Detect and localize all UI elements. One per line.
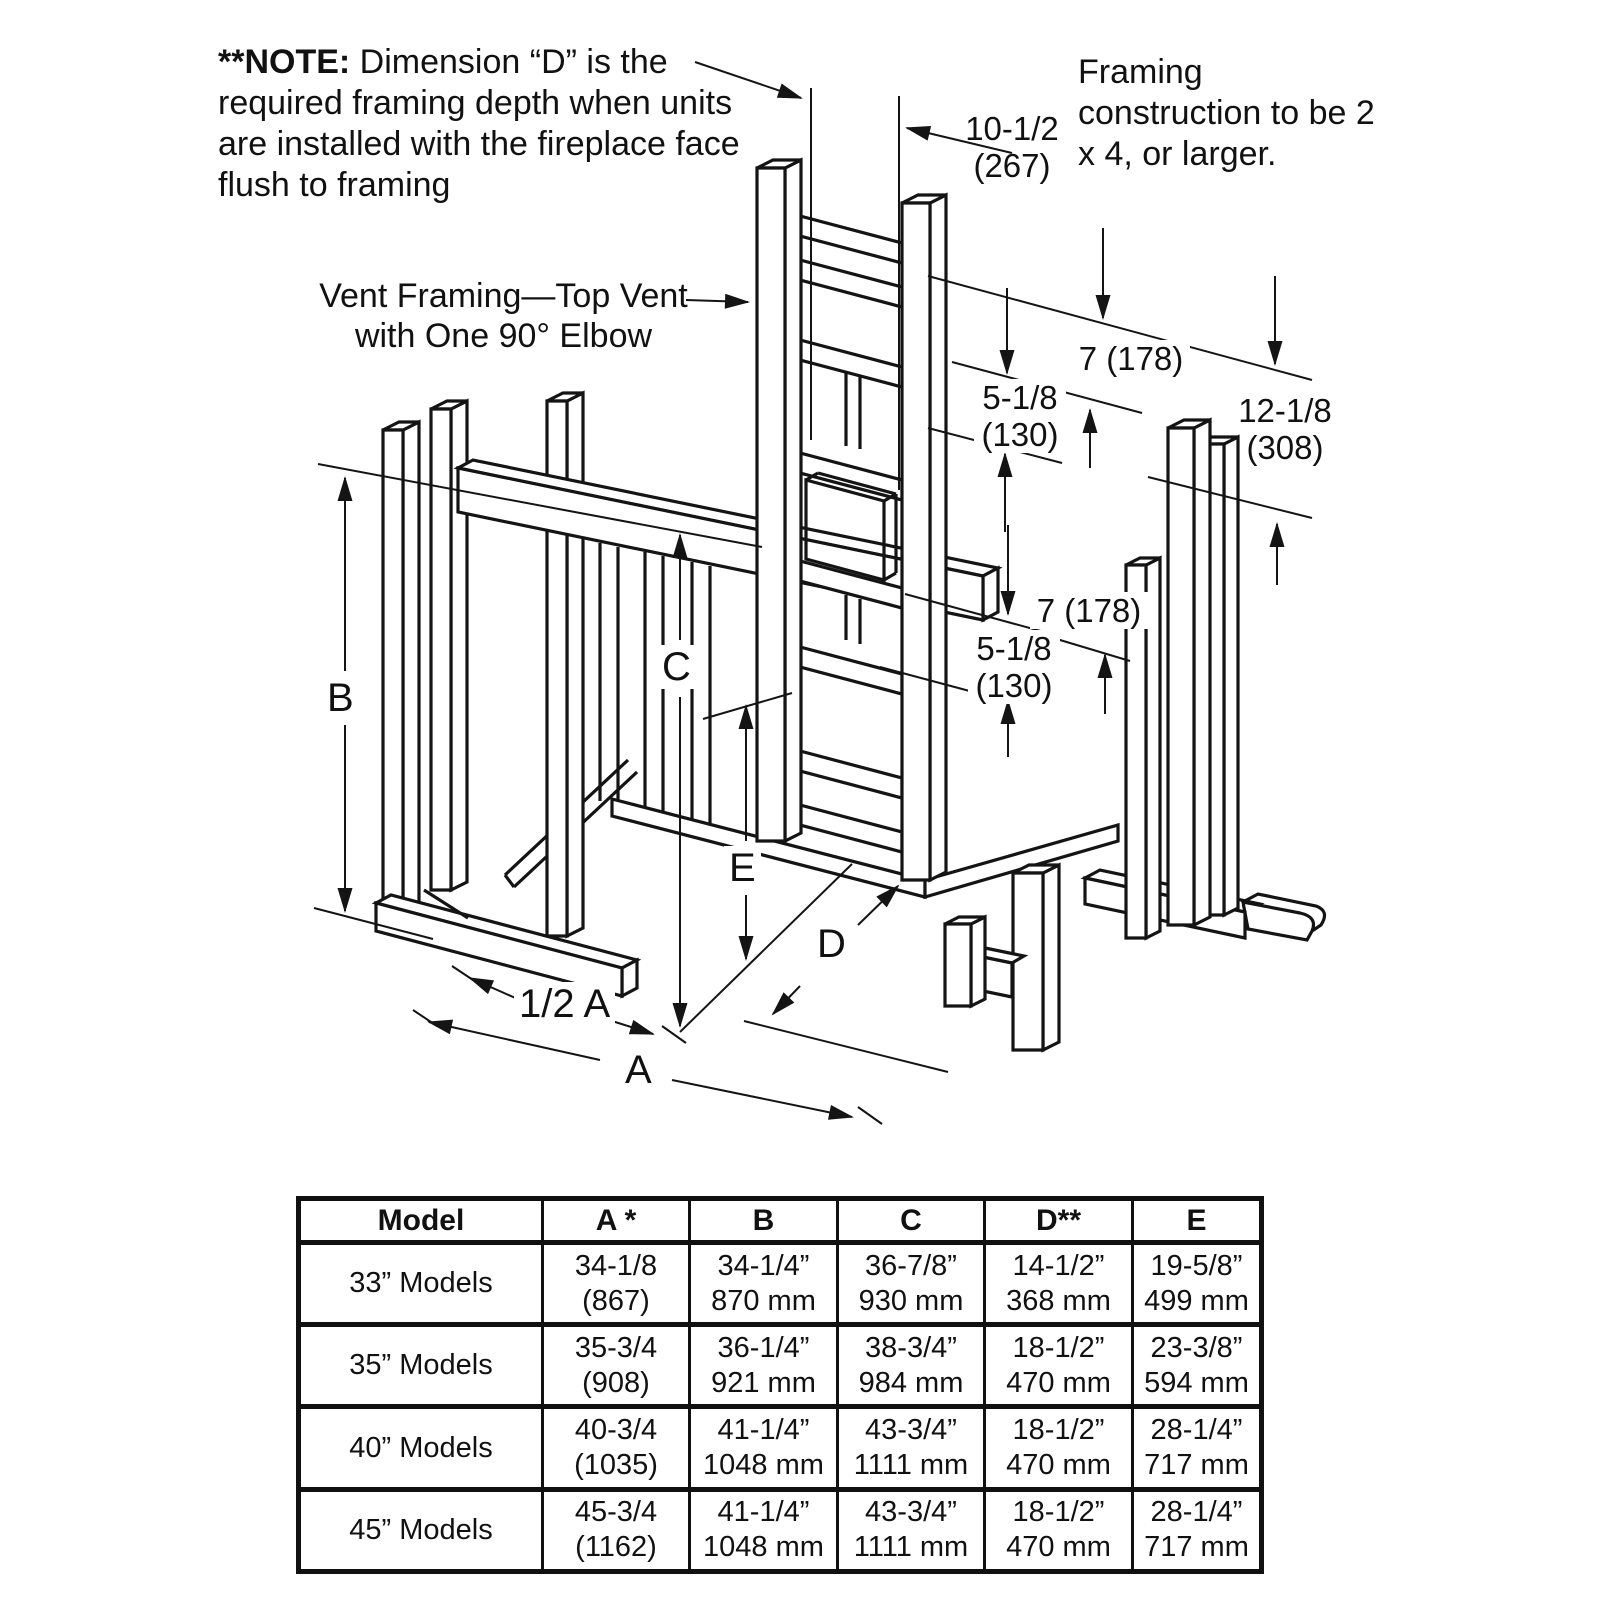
dim-side-clearance [1230, 392, 1340, 466]
cell-c-mm: 1111 mm [853, 1531, 969, 1564]
note-text [218, 42, 743, 206]
cell-model: 40” Models [299, 1407, 543, 1489]
cell-c [838, 1407, 985, 1489]
table-row [299, 1242, 1262, 1324]
framing-construction-note: Framing construction to be 2 x 4, or larger. [1078, 53, 1375, 173]
cell-model: 45” Models [299, 1489, 543, 1571]
vent-chase-drawing [757, 160, 946, 880]
cell-b [690, 1407, 838, 1489]
dim-letter-a: A [620, 1048, 657, 1092]
col-header-e: E [1133, 1199, 1262, 1243]
dim-side-clearance-in: 12-1/8 [1238, 392, 1332, 429]
col-header-model: Model [299, 1199, 543, 1243]
dim-mid-offset-mm: (130) [975, 667, 1053, 704]
cell-c-mm: 1111 mm [853, 1449, 969, 1482]
cell-a-in: 45-3/4 [574, 1496, 658, 1529]
dim-letter-e: E [724, 846, 761, 890]
cell-e-in: 28-1/4” [1150, 1414, 1243, 1447]
cell-a [543, 1407, 690, 1489]
cell-c-mm: 984 mm [858, 1366, 964, 1399]
cell-a-in: 40-3/4 [574, 1414, 658, 1447]
cell-a-mm: (908) [582, 1366, 650, 1399]
cell-c [838, 1242, 985, 1324]
note-prefix: **NOTE: [218, 43, 351, 81]
corner-stud-assembly [945, 865, 1059, 1050]
cell-b-in: 41-1/4” [717, 1414, 810, 1447]
dim-letter-c: C [657, 645, 696, 689]
cell-b [690, 1242, 838, 1324]
cell-d [985, 1242, 1133, 1324]
dim-top-header: 7 (178) [1072, 340, 1190, 377]
table-row [299, 1325, 1262, 1407]
cell-a [543, 1325, 690, 1407]
cell-model: 33” Models [299, 1242, 543, 1324]
col-header-b: B [690, 1199, 838, 1243]
cell-e-mm: 594 mm [1144, 1366, 1249, 1399]
cell-d [985, 1489, 1133, 1571]
dim-chase-depth-in: 10-1/2 [965, 110, 1059, 147]
cell-d-mm: 470 mm [1006, 1366, 1111, 1399]
cell-c-in: 43-3/4” [865, 1496, 957, 1529]
cell-d-in: 14-1/2” [1012, 1249, 1105, 1282]
cell-d [985, 1407, 1133, 1489]
cell-a [543, 1489, 690, 1571]
dim-half-a: 1/2 A [514, 982, 615, 1026]
cell-c [838, 1489, 985, 1571]
dim-top-offset-mm: (130) [981, 416, 1059, 453]
cell-d-in: 18-1/2” [1012, 1496, 1105, 1529]
cell-b-in: 36-1/4” [717, 1331, 810, 1364]
dim-chase-depth-mm: (267) [973, 147, 1051, 184]
cell-e [1133, 1325, 1262, 1407]
cell-e-in: 28-1/4” [1150, 1496, 1243, 1529]
dim-top-offset [974, 379, 1066, 453]
cell-b-mm: 1048 mm [703, 1531, 824, 1564]
cell-c [838, 1325, 985, 1407]
cell-e [1133, 1407, 1262, 1489]
cell-d-mm: 368 mm [1006, 1284, 1111, 1317]
cell-e [1133, 1242, 1262, 1324]
table-header-row [299, 1199, 1262, 1243]
cell-c-in: 38-3/4” [865, 1331, 957, 1364]
cell-a [543, 1242, 690, 1324]
cell-b-in: 34-1/4” [717, 1249, 810, 1282]
cell-a-mm: (1162) [575, 1531, 657, 1564]
dim-letter-b: B [322, 676, 359, 720]
dim-side-clearance-mm: (308) [1246, 429, 1324, 466]
cell-model: 35” Models [299, 1325, 543, 1407]
cell-a-in: 34-1/8 [574, 1249, 658, 1282]
cell-b [690, 1325, 838, 1407]
vent-framing-label-line1: Vent Framing—Top Vent [319, 277, 688, 315]
cell-e-mm: 717 mm [1144, 1449, 1249, 1482]
table-row [299, 1407, 1262, 1489]
dim-mid-header: 7 (178) [1030, 592, 1148, 629]
note-body: Dimension “D” is the required framing depth when units are installed with the fireplace face flush to framing [218, 43, 740, 204]
dim-chase-depth [952, 110, 1072, 184]
cell-a-mm: (1035) [574, 1449, 658, 1482]
cell-e-mm: 717 mm [1144, 1531, 1249, 1564]
col-header-d: D** [985, 1199, 1133, 1243]
cell-d [985, 1325, 1133, 1407]
dim-mid-offset [968, 630, 1060, 704]
cell-d-mm: 470 mm [1006, 1531, 1111, 1564]
vent-framing-label-line2: with One 90° Elbow [354, 317, 653, 355]
cell-c-in: 36-7/8” [865, 1249, 957, 1282]
cell-e-in: 23-3/8” [1150, 1331, 1243, 1364]
cell-b-mm: 1048 mm [703, 1449, 824, 1482]
dim-top-offset-in: 5-1/8 [982, 379, 1058, 416]
cell-d-mm: 470 mm [1006, 1449, 1111, 1482]
dimension-table [296, 1196, 1259, 1574]
cell-b-mm: 921 mm [711, 1366, 816, 1399]
right-wall-framing [1085, 420, 1325, 940]
cell-b-mm: 870 mm [711, 1284, 816, 1317]
cell-e [1133, 1489, 1262, 1571]
cell-b [690, 1489, 838, 1571]
cell-d-in: 18-1/2” [1012, 1414, 1105, 1447]
cell-d-in: 18-1/2” [1012, 1331, 1105, 1364]
vent-framing-label [296, 276, 711, 356]
col-header-c: C [838, 1199, 985, 1243]
cell-e-in: 19-5/8” [1150, 1249, 1243, 1282]
cell-c-in: 43-3/4” [865, 1414, 957, 1447]
col-header-a: A * [543, 1199, 690, 1243]
cell-e-mm: 499 mm [1144, 1284, 1249, 1317]
cell-c-mm: 930 mm [858, 1284, 964, 1317]
cell-a-mm: (867) [582, 1284, 650, 1317]
table-row [299, 1489, 1262, 1571]
cell-b-in: 41-1/4” [717, 1496, 810, 1529]
cell-a-in: 35-3/4 [574, 1331, 658, 1364]
dim-letter-d: D [812, 922, 851, 966]
dim-mid-offset-in: 5-1/8 [976, 630, 1052, 667]
